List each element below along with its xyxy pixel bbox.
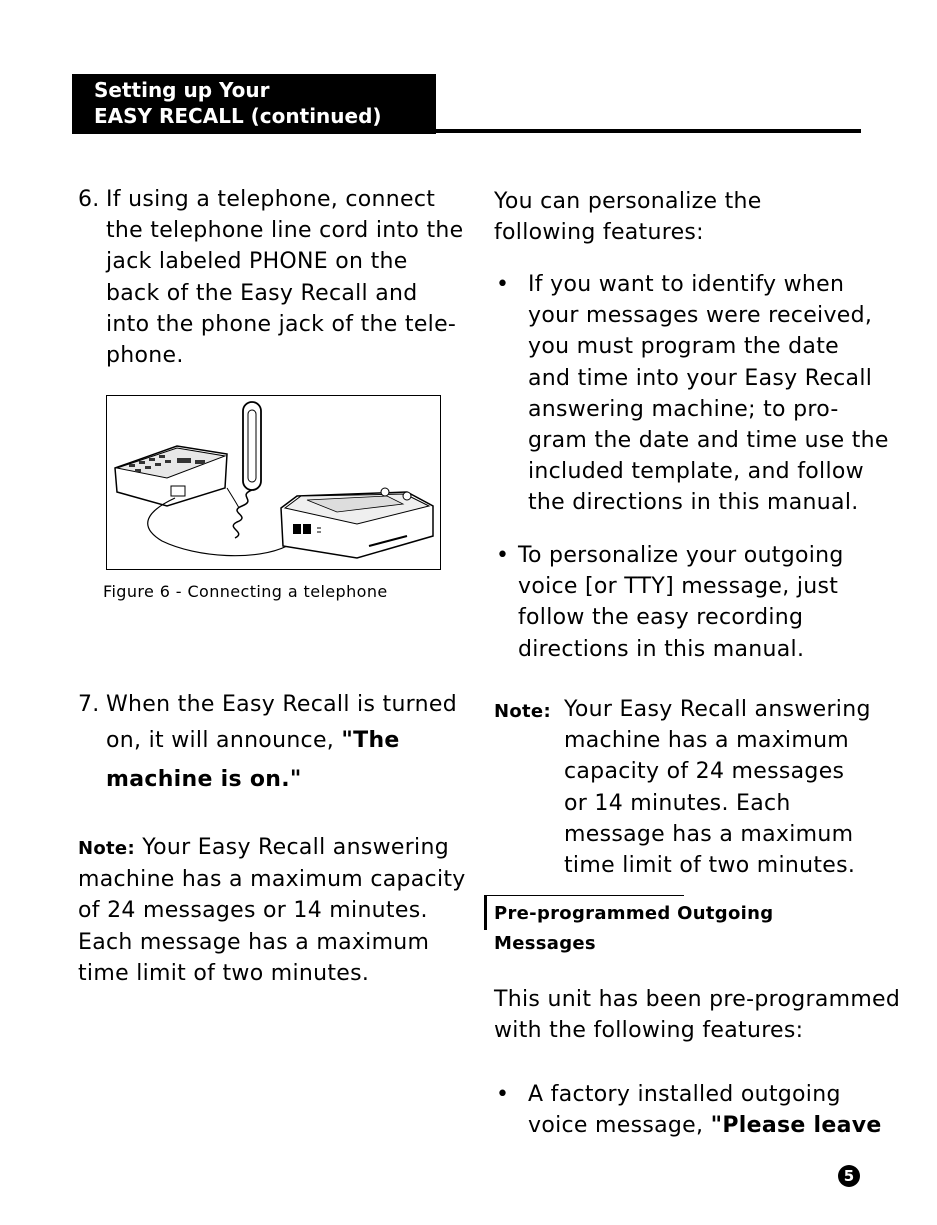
step-6-line: phone.: [106, 343, 184, 369]
left-note-line: Each message has a maximum: [78, 929, 430, 955]
figure-caption: Figure 6 - Connecting a telephone: [103, 582, 388, 601]
right-note-line: message has a maximum: [564, 821, 854, 847]
step-7-number: 7.: [78, 692, 100, 717]
announcement-quote: "The: [341, 728, 400, 753]
step-6-line: back of the Easy Recall and: [106, 280, 418, 306]
step-7-line-3: machine is on.": [106, 767, 302, 792]
header-line-2: EASY RECALL (continued): [94, 104, 382, 128]
bullet-2-line: To personalize your outgoing: [518, 543, 844, 568]
bullet-1-line: gram the date and time use the: [528, 428, 889, 454]
right-note-line: capacity of 24 messages: [564, 759, 845, 785]
telephone-illustration: [107, 396, 440, 569]
section-bar: [484, 896, 487, 930]
note-label: Note:: [78, 838, 135, 859]
bullet-1-line: answering machine; to pro-: [528, 396, 839, 422]
preprog-text: [494, 984, 900, 1046]
bullet-2-dot: •: [496, 543, 509, 568]
left-note: [78, 832, 466, 989]
right-note-text: [564, 694, 871, 881]
bullet-3-text: [528, 1079, 882, 1141]
bullet-2-line: follow the easy recording: [518, 605, 804, 631]
page-number: 5: [838, 1165, 860, 1187]
bullet-3-dot: •: [496, 1082, 509, 1107]
right-note-line: time limit of two minutes.: [564, 853, 856, 879]
voice-message-quote: "Please leave: [710, 1113, 882, 1139]
bullet-3-line: voice message,: [528, 1113, 711, 1139]
bullet-1-line: the directions in this manual.: [528, 490, 859, 516]
step-7-line-2: [106, 725, 400, 756]
preprog-line: with the following features:: [494, 1018, 804, 1044]
left-note-line: machine has a maximum capacity: [78, 867, 466, 893]
header-rule: [72, 129, 861, 133]
bullet-2-text: [518, 540, 844, 665]
step-6-line: into the phone jack of the tele-: [106, 311, 457, 337]
bullet-1-line: included template, and follow: [528, 459, 864, 485]
bullet-1-line: If you want to identify when: [528, 272, 845, 297]
left-note-line: time limit of two minutes.: [78, 960, 370, 986]
note-text: Your Easy Recall answering: [134, 835, 449, 860]
bullet-1-text: [528, 269, 889, 519]
bullet-1-line: your messages were received,: [528, 303, 873, 329]
step-7-line: on, it will announce,: [106, 728, 342, 753]
right-note-line: or 14 minutes. Each: [564, 790, 791, 816]
right-note-label: Note:: [494, 701, 551, 722]
section-title-line: Pre-programmed Outgoing: [494, 903, 774, 924]
step-7-text: [106, 689, 457, 720]
right-note-line: Your Easy Recall answering: [564, 697, 871, 722]
intro-line: following features:: [494, 220, 704, 246]
preprog-line: This unit has been pre-programmed: [494, 987, 901, 1012]
step-6-line: jack labeled PHONE on the: [106, 249, 408, 275]
intro-line: You can personalize the: [494, 189, 762, 214]
left-note-line: of 24 messages or 14 minutes.: [78, 898, 428, 924]
step-6-number: 6.: [78, 187, 100, 212]
bullet-3-line-2: [528, 1110, 882, 1141]
bullet-1-dot: •: [496, 272, 509, 297]
right-intro: [494, 186, 762, 248]
step-6-text: [106, 184, 463, 371]
left-note-first-line: [78, 832, 466, 864]
figure-connecting-telephone: [106, 395, 441, 570]
section-rule: [484, 895, 684, 896]
bullet-3-line: A factory installed outgoing: [528, 1082, 841, 1107]
step-6-line: If using a telephone, connect: [106, 187, 436, 212]
step-7-line: When the Easy Recall is turned: [106, 692, 457, 717]
bullet-1-line: you must program the date: [528, 334, 839, 360]
header-line-1: Setting up Your: [94, 78, 270, 102]
right-note-line: machine has a maximum: [564, 728, 850, 754]
bullet-1-line: and time into your Easy Recall: [528, 365, 873, 391]
step-6-line: the telephone line cord into the: [106, 218, 464, 244]
bullet-2-line: voice [or TTY] message, just: [518, 574, 839, 600]
section-header: [72, 74, 436, 134]
section-title: [494, 899, 773, 959]
bullet-2-line: directions in this manual.: [518, 636, 805, 662]
section-title-line: Messages: [494, 933, 596, 954]
